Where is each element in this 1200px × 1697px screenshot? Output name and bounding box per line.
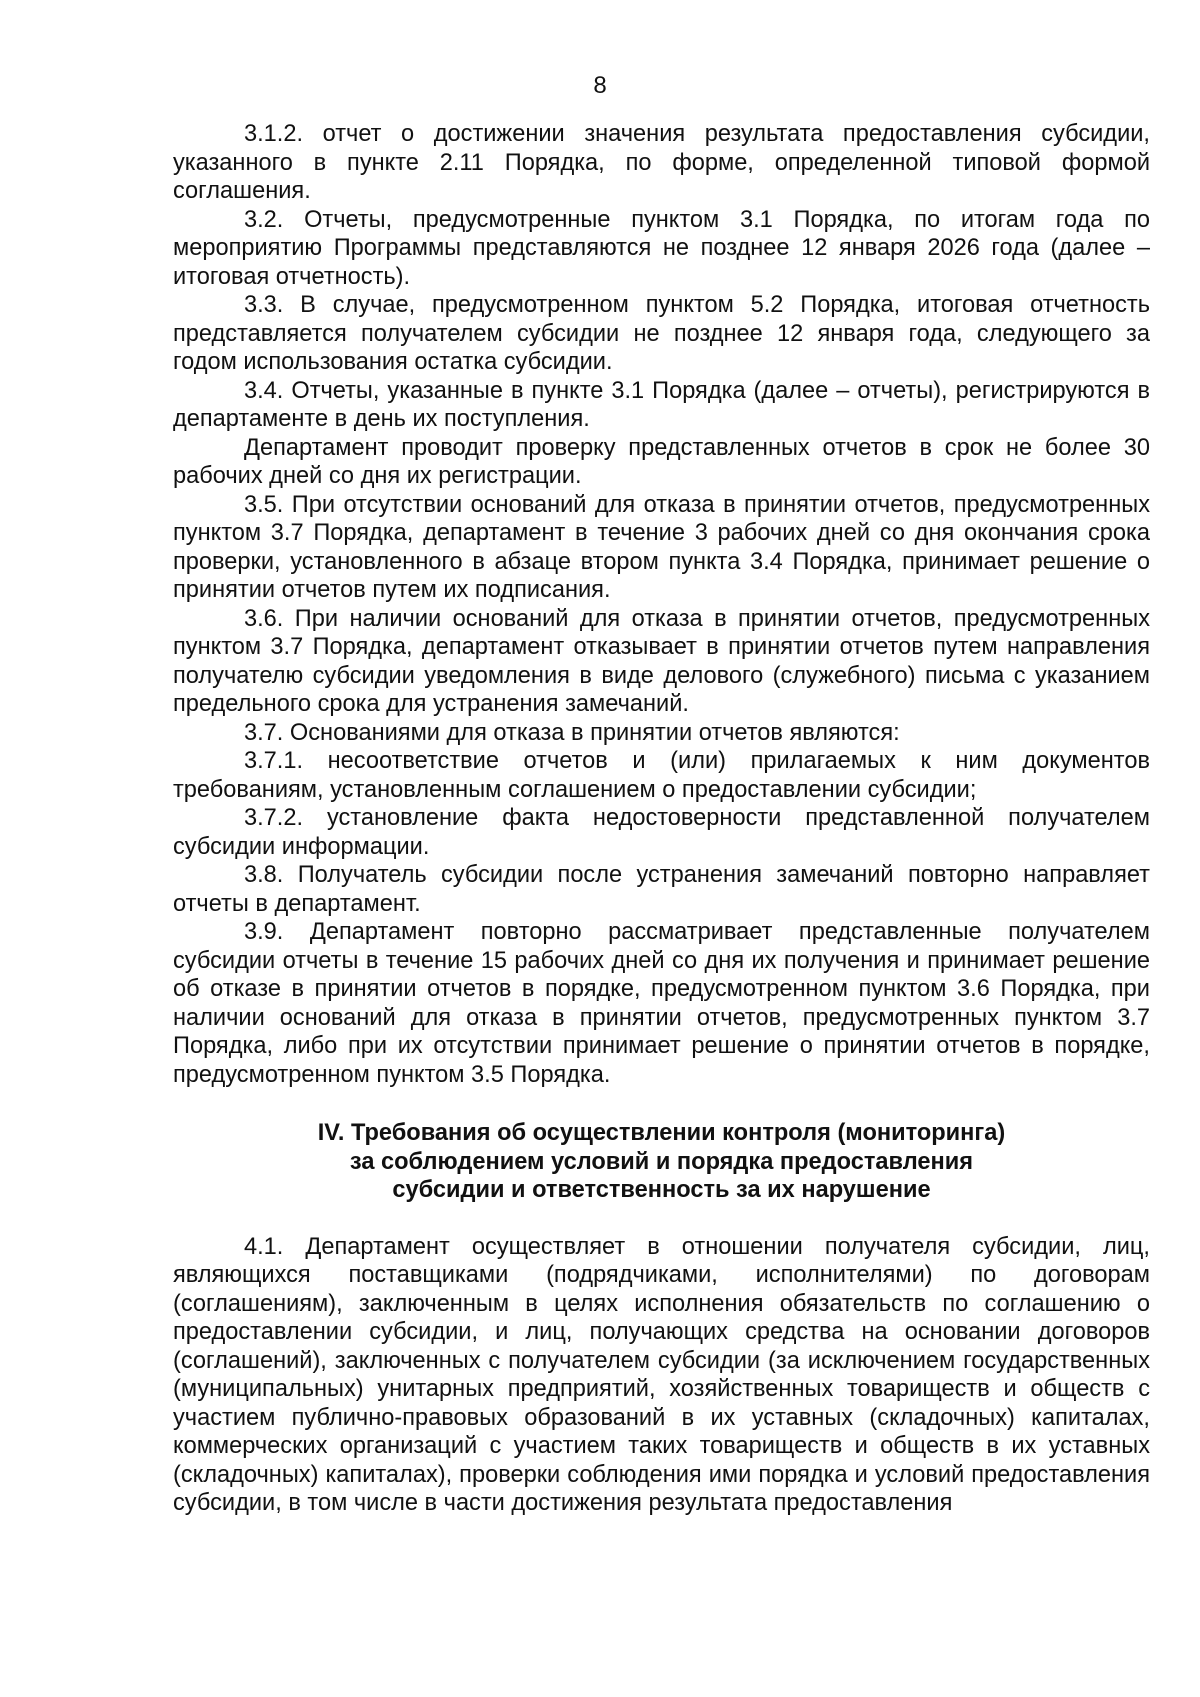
paragraph-3-4: 3.4. Отчеты, указанные в пункте 3.1 Порядка (далее – отчеты), регистрируются в департаменте в день их поступления. [173,377,1150,432]
section-heading-iv [173,1119,1150,1205]
paragraph-3-6: 3.6. При наличии оснований для отказа в принятии отчетов, предусмотренных пунктом 3.7 Порядка, департамент отказывает в принятии отчетов путем направления получателю субсидии уведомления в виде делового (служебного) письма с указанием предельного срока для устранения замечаний. [173,605,1150,717]
section-heading-line: IV. Требования об осуществлении контроля (мониторинга) [317,1120,1006,1146]
paragraph-3-7-1: 3.7.1. несоответствие отчетов и (или) прилагаемых к ним документов требованиям, установленным соглашением о предоставлении субсидии; [173,748,1150,803]
paragraph-4-1: 4.1. Департамент осуществляет в отношении получателя субсидии, лиц, являющихся поставщиками (подрядчиками, исполнителями) по договорам (соглашениям), заключенным в целях исполнения обязательств по соглашению о предоставлении субсидии, и лиц, получающих средства на основании договоров (соглашений), заключенных с получателем субсидии (за исключением государственных (муниципальных) унитарных предприятий, хозяйственных товариществ и обществ с участием публично-правовых образований в их уставных (складочных) капиталах, коммерческих организаций с участием таких товариществ и обществ в их уставных (складочных) капиталах), проверки соблюдения ими порядка и условий предоставления субсидии, в том числе в части достижения результата предоставления [173,1233,1150,1516]
paragraph-3-7: 3.7. Основаниями для отказа в принятии отчетов являются: [244,719,900,746]
paragraph-3-3: 3.3. В случае, предусмотренном пунктом 5.2 Порядка, итоговая отчетность представляется получателем субсидии не позднее 12 января года, следующего за годом использования остатка субсидии. [173,292,1150,375]
paragraph-3-9: 3.9. Департамент повторно рассматривает представленные получателем субсидии отчеты в течение 15 рабочих дней со дня их получения и принимает решение об отказе в принятии отчетов в порядке, предусмотренном пунктом 3.6 Порядка, при наличии оснований для отказа в принятии отчетов, предусмотренных пунктом 3.7 Порядка, либо при их отсутствии принимает решение о принятии отчетов в порядке, предусмотренном пунктом 3.5 Порядка. [173,919,1150,1088]
paragraph-3-4-second: Департамент проводит проверку представленных отчетов в срок не более 30 рабочих дней со дня их регистрации. [173,434,1150,489]
paragraph-3-2: 3.2. Отчеты, предусмотренные пунктом 3.1 Порядка, по итогам года по мероприятию Программы представляются не позднее 12 января 2026 года (далее – итоговая отчетность). [173,206,1150,290]
page-number: 8 [593,72,607,99]
paragraph-3-5: 3.5. При отсутствии оснований для отказа в принятии отчетов, предусмотренных пунктом 3.7 Порядка, департамент в течение 3 рабочих дней со дня окончания срока проверки, установленного в абзаце втором пункта 3.4 Порядка, принимает решение о принятии отчетов путем их подписания. [173,491,1150,603]
paragraph-3-1-2: 3.1.2. отчет о достижении значения результата предоставления субсидии, указанного в пункте 2.11 Порядка, по форме, определенной типовой формой соглашения. [173,121,1150,204]
section-heading-line: за соблюдением условий и порядка предоставления [349,1148,974,1175]
section-heading-line: субсидии и ответственность за их нарушение [392,1177,931,1203]
document-body [173,120,1150,1518]
paragraph-3-7-2: 3.7.2. установление факта недостоверности представленной получателем субсидии информации. [173,805,1150,860]
paragraph-3-8: 3.8. Получатель субсидии после устранения замечаний повторно направляет отчеты в департамент. [173,862,1150,917]
